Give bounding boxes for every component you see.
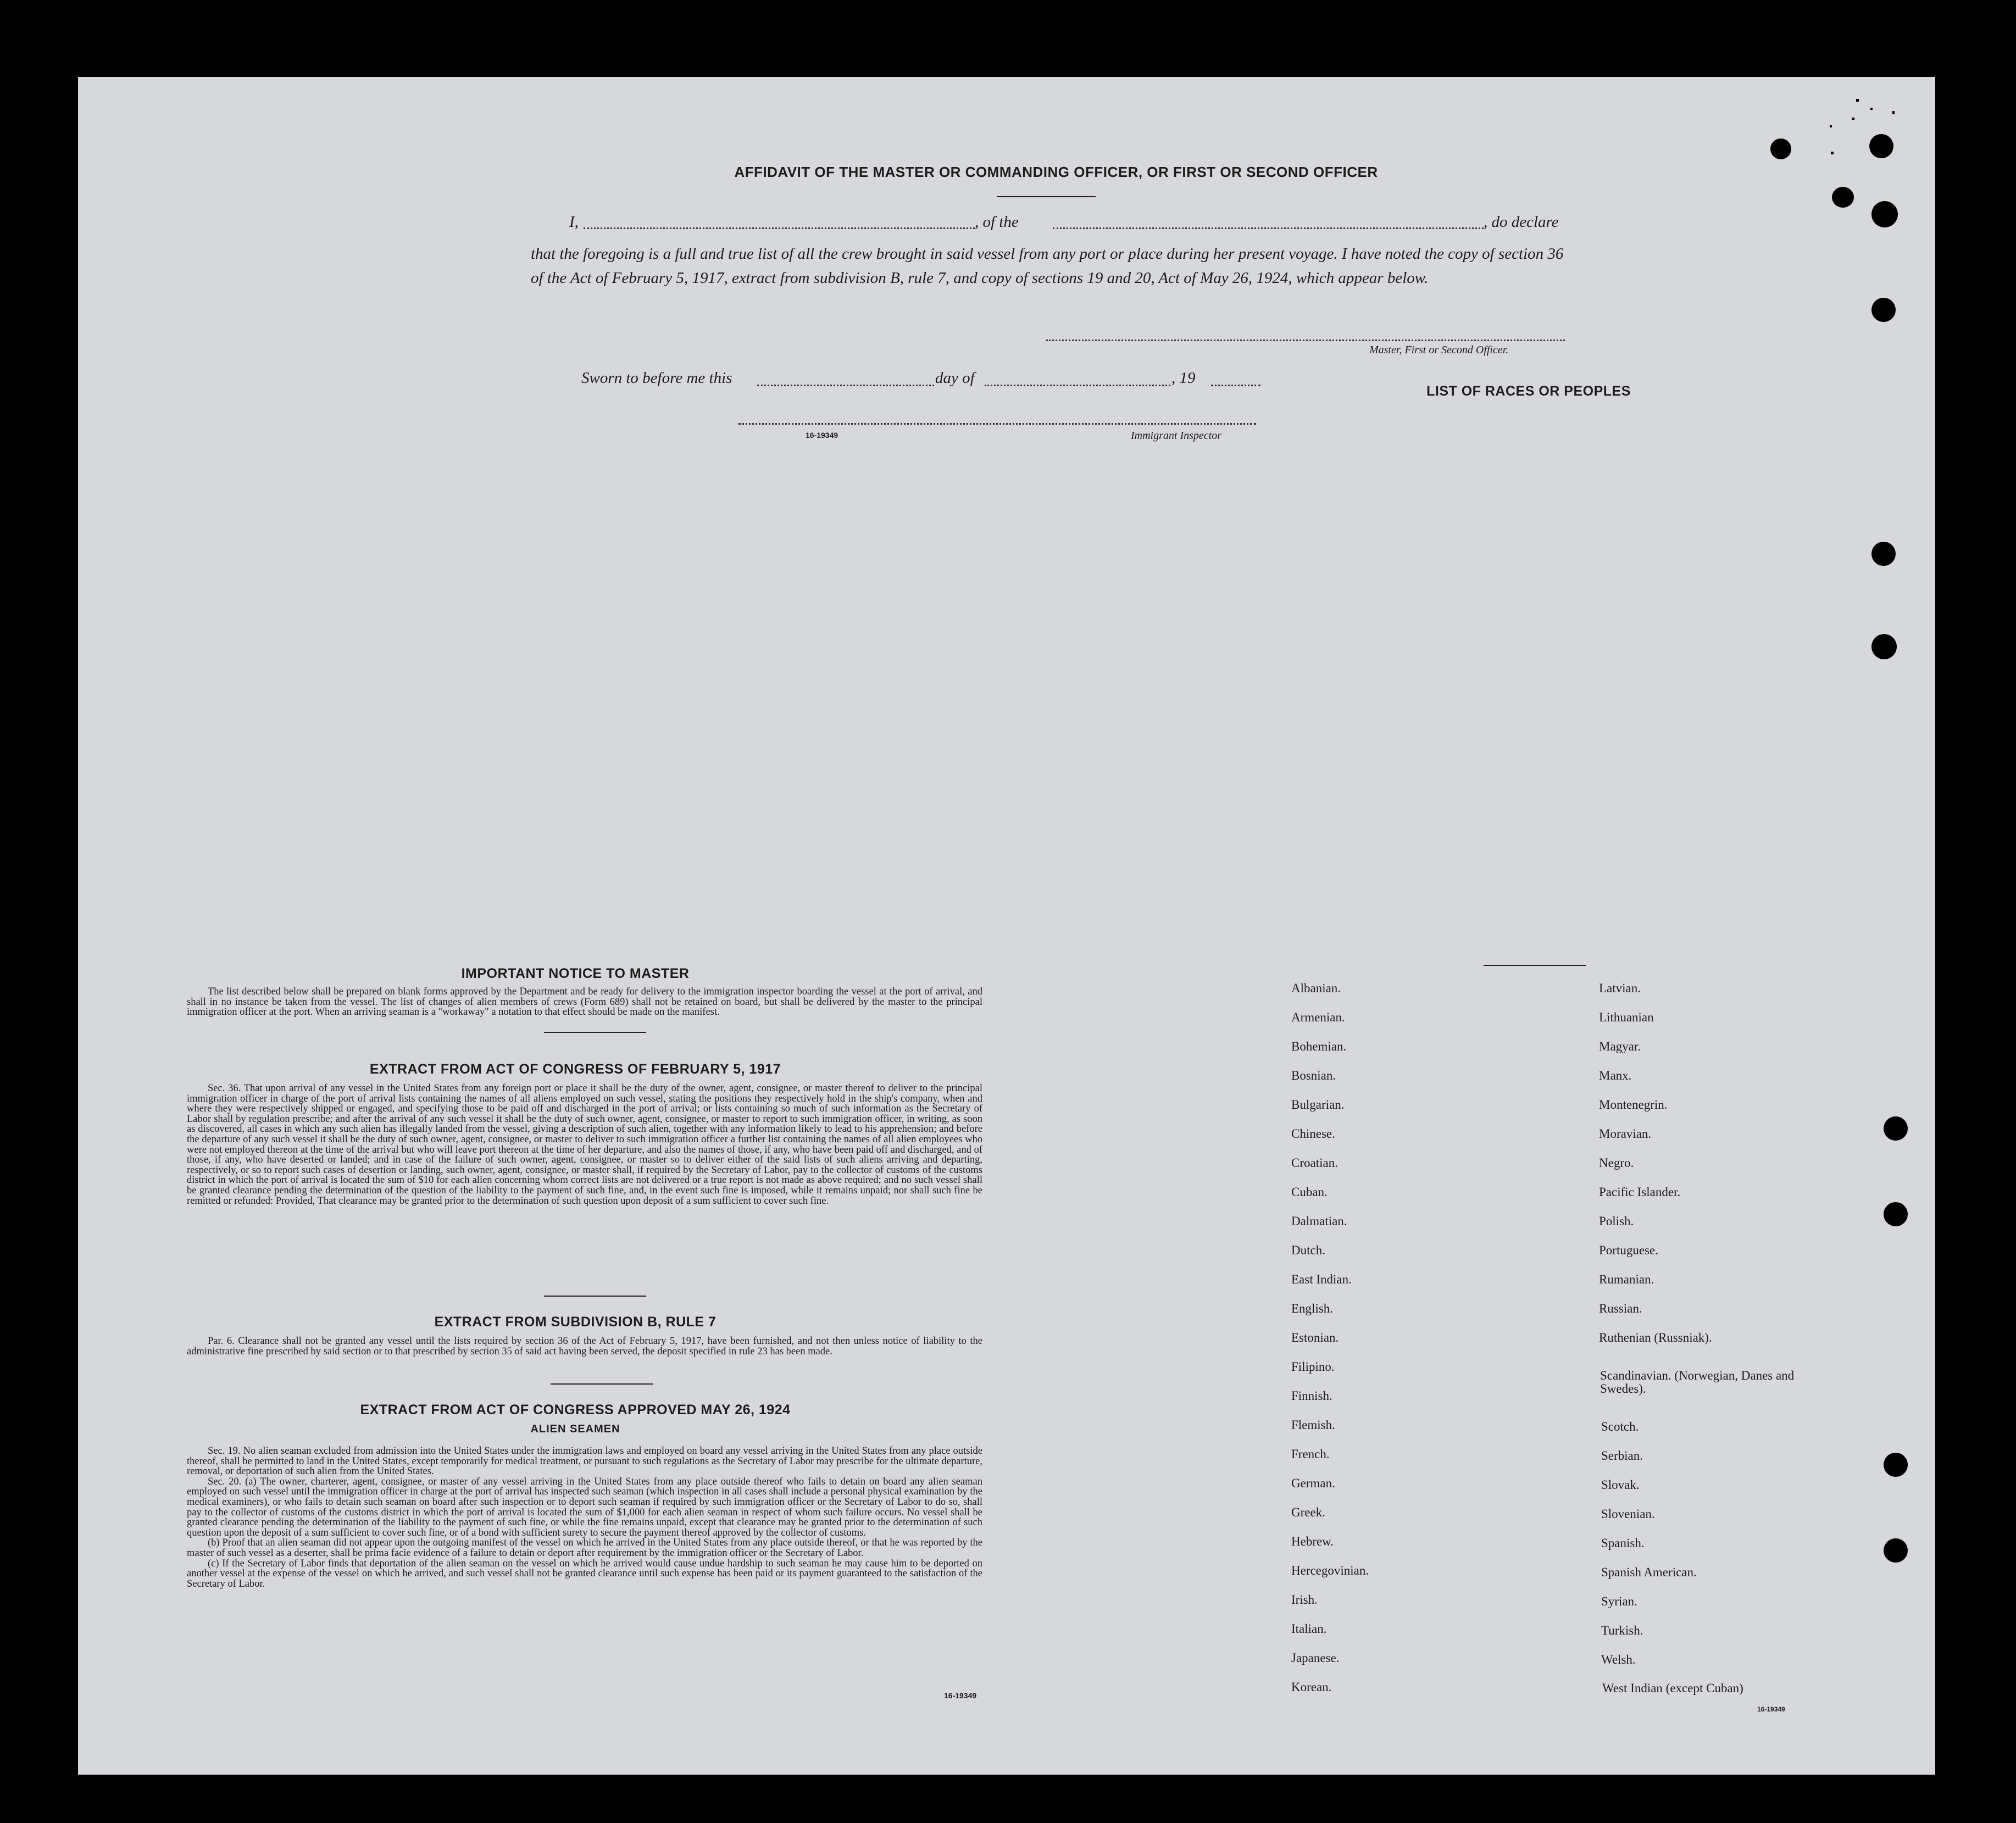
races-form-number: 16-19349 — [1757, 1705, 1785, 1713]
race-right: Montenegrin. — [1599, 1098, 1668, 1111]
race-left: Hebrew. — [1291, 1535, 1334, 1548]
name-blank — [584, 227, 975, 229]
race-left: Dutch. — [1291, 1243, 1325, 1257]
race-left: English. — [1291, 1302, 1334, 1315]
sworn-day-blank — [757, 385, 934, 386]
punch-hole — [1884, 1538, 1908, 1563]
master-signature-line — [1046, 340, 1565, 341]
sec-19-paragraph: Sec. 19. No alien seaman excluded from admission into the United States under the immigration laws and employed on board any vessel arriving in the United States from any place outside thereof, shall be permitted to land in the United States, except temporarily for medical treatment, or pursuant to such regulations as the Secretary of Labor may prescribe for the ultimate departure, removal, or deportation of such alien from the United States. — [187, 1446, 982, 1477]
race-right: Portuguese. — [1599, 1243, 1658, 1257]
act-1917-title: EXTRACT FROM ACT OF CONGRESS OF FEBRUARY 5, 1917 — [369, 1061, 781, 1077]
act-1924-text — [187, 1446, 982, 1589]
speck — [1831, 152, 1834, 154]
master-signature-caption: Master, First or Second Officer. — [1369, 344, 1509, 356]
race-right: Spanish. — [1601, 1536, 1645, 1550]
race-right: Welsh. — [1601, 1653, 1636, 1666]
race-left: Korean. — [1291, 1680, 1332, 1694]
sworn-year-blank — [1211, 385, 1260, 386]
race-left: East Indian. — [1291, 1272, 1352, 1286]
speck — [1852, 118, 1854, 120]
speck — [1870, 108, 1873, 110]
rule-7-text: Par. 6. Clearance shall not be granted any vessel until the lists required by section 36 of the Act of February 5, 1917, have been furnished, and not then unless notice of liability to the administrative fine prescribed by said section or to that prescribed by section 35 of said act having been served, the deposit specified in rule 23 has been made. — [187, 1336, 982, 1357]
races-title: LIST OF RACES OR PEOPLES — [1426, 384, 1631, 399]
race-right: Serbian. — [1601, 1449, 1643, 1463]
race-right: Scandinavian. (Norwegian, Danes and Swedes). — [1600, 1369, 1795, 1396]
race-right: Moravian. — [1599, 1127, 1652, 1141]
act-1917-text: Sec. 36. That upon arrival of any vessel in the United States from any foreign port or place it shall be the duty of the owner, agent, consignee, or master thereof to deliver to the principal immigration officer in charge of the port of arrival lists containing the names of all aliens employed on such vessel, stating the positions they respectively hold in the ship's company, when and where they were respectively shipped or engaged, and specifying those to be paid off and discharged in the port of arrival; or lists containing so much of such information as the Secretary of Labor shall by regulation prescribe; and after the arrival of any such vessel it shall be the duty of such owner, agent, consignee, or master to report to such immigration officer, in writing, as soon as discovered, all cases in which any such alien has illegally landed from the vessel, giving a description of such alien, together with any information likely to lead to his apprehension; and before the departure of any such vessel it shall be the duty of such owner, agent, consignee, or master to deliver to such immigration officer a further list containing the names of all alien employees who were not employed thereon at the time of the arrival but who will leave port thereon at the time of her departure, and also the names of those, if any, who have been paid off and discharged, and of those, if any, who have deserted or landed; and in case of the failure of such owner, agent, consignee, or master so to deliver either of the said lists of such aliens arriving and departing, respectively, or so to report such cases of desertion or landing, such owner, agent, consignee, or master shall, if required by the Secretary of Labor, pay to the collector of customs of the customs district in which the port of arrival is located the sum of $10 for each alien concerning whom correct lists are not delivered or a true report is not made as above required; and no such vessel shall be granted clearance pending the determination of the question of the liability to the payment of such fine, and, in the event such fine is imposed, while it remains unpaid; nor shall such fine be remitted or refunded: Provided, That clearance may be granted prior to the determination of such question upon deposit of a sum sufficient to cover such fine. — [187, 1083, 982, 1207]
race-right: Ruthenian (Russniak). — [1599, 1331, 1712, 1344]
race-left: Albanian. — [1291, 981, 1341, 995]
race-left: Bohemian. — [1291, 1040, 1347, 1053]
sec-20b-paragraph: (b) Proof that an alien seaman did not appear upon the outgoing manifest of the vessel on which he arrived in the United States from any place outside thereof, or that he was reported by the master of such vessel as a deserter, shall be prima facie evidence of a failure to detain or deport after requirement by the immigration officer or the Secretary of Labor. — [187, 1537, 982, 1559]
race-left: Bulgarian. — [1291, 1098, 1345, 1111]
affidavit-declare-label: , do declare — [1484, 213, 1559, 231]
race-right: Spanish American. — [1601, 1565, 1697, 1579]
race-right: Pacific Islander. — [1599, 1185, 1681, 1199]
race-left: German. — [1291, 1476, 1335, 1490]
notice-text: The list described below shall be prepared on blank forms approved by the Department and be ready for delivery to the immigration inspector boarding the vessel at the port of arrival, and shall in no instance be taken from the vessel. The list of changes of alien members of crews (Form 689) shall not be retained on board, but shall be delivered by the master to the principal immigration officer at the port. When an arriving seaman is a "workaway" a notation to that effect should be made on the manifest. — [187, 986, 982, 1018]
race-right: Magyar. — [1599, 1040, 1641, 1053]
race-right: Lithuanian — [1599, 1010, 1654, 1024]
notice-title: IMPORTANT NOTICE TO MASTER — [461, 966, 690, 981]
sworn-year-label: , 19 — [1171, 369, 1196, 387]
race-right: Rumanian. — [1599, 1272, 1654, 1286]
affidavit-form-number: 16-19349 — [806, 431, 838, 440]
race-left: Cuban. — [1291, 1185, 1328, 1199]
punch-hole — [1871, 201, 1898, 227]
inspector-signature-line — [738, 423, 1256, 425]
sworn-day-of: day of — [935, 369, 975, 387]
race-left: French. — [1291, 1447, 1330, 1461]
race-left: Bosnian. — [1291, 1069, 1336, 1082]
punch-hole — [1884, 1202, 1908, 1226]
sworn-prefix: Sworn to before me this — [581, 369, 732, 387]
speck — [1830, 125, 1832, 127]
section-rule — [544, 1032, 646, 1033]
inspector-caption: Immigrant Inspector — [1131, 430, 1221, 442]
title-rule — [997, 196, 1096, 197]
race-right: Slovak. — [1601, 1478, 1640, 1492]
race-right: Negro. — [1599, 1156, 1634, 1170]
affidavit-title: AFFIDAVIT OF THE MASTER OR COMMANDING OFFICER, OR FIRST OR SECOND OFFICER — [734, 164, 1378, 180]
punch-hole — [1871, 634, 1897, 659]
section-rule — [544, 1296, 646, 1297]
race-left: Hercegovinian. — [1291, 1564, 1369, 1577]
punch-hole — [1869, 134, 1893, 158]
vessel-blank — [1053, 227, 1484, 229]
speck — [1892, 111, 1895, 114]
speck — [1856, 99, 1859, 102]
punch-hole — [1884, 1453, 1908, 1477]
affidavit-of-the-label: , of the — [975, 213, 1019, 231]
sec-20a-paragraph: Sec. 20. (a) The owner, charterer, agent, consignee, or master of any vessel arriving in the United States from any place outside thereof who fails to detain on board any alien seaman employed on such vessel until the immigration officer in charge at the port of arrival has inspected such seaman (which inspection in all cases shall include a personal physical examination by the medical examiners), or who fails to detain such seaman on board after such inspection or to deport such seaman if required by such immigration officer or the Secretary of Labor to do so, shall pay to the collector of customs of the customs district in which the port of arrival is located the sum of $1,000 for each alien seaman in respect of whom such failure occurs. No vessel shall be granted clearance pending the determination of the liability to the payment of such fine, or while the fine remains unpaid, except that clearance may be granted prior to the determination of such question upon the deposit of a sum sufficient to cover such fine, or of a bond with sufficient surety to secure the payment thereof approved by the collector of customs. — [187, 1476, 982, 1538]
punch-hole — [1832, 187, 1854, 208]
race-right: Turkish. — [1601, 1624, 1643, 1637]
punch-hole — [1871, 542, 1896, 566]
races-title-rule — [1484, 965, 1586, 966]
race-left: Chinese. — [1291, 1127, 1335, 1141]
race-left: Estonian. — [1291, 1331, 1339, 1344]
section-rule — [551, 1383, 653, 1385]
punch-hole — [1884, 1116, 1908, 1141]
affidavit-i-label: I, — [569, 213, 579, 231]
race-left: Flemish. — [1291, 1418, 1335, 1432]
notice-form-number: 16-19349 — [944, 1691, 977, 1700]
rule-7-title: EXTRACT FROM SUBDIVISION B, RULE 7 — [434, 1314, 717, 1330]
race-left: Croatian. — [1291, 1156, 1338, 1170]
race-right: Polish. — [1599, 1214, 1634, 1228]
race-right: Manx. — [1599, 1069, 1632, 1082]
punch-hole — [1871, 298, 1896, 322]
race-left: Armenian. — [1291, 1010, 1345, 1024]
race-right: Slovenian. — [1601, 1507, 1655, 1521]
race-right: Latvian. — [1599, 981, 1641, 995]
race-left: Dalmatian. — [1291, 1214, 1347, 1228]
race-left: Japanese. — [1291, 1651, 1340, 1665]
act-1924-subtitle: ALIEN SEAMEN — [530, 1423, 620, 1435]
race-right: Scotch. — [1601, 1420, 1639, 1433]
act-1924-title: EXTRACT FROM ACT OF CONGRESS APPROVED MAY 26, 1924 — [360, 1402, 791, 1418]
sworn-month-blank — [985, 385, 1170, 386]
form-sheet — [78, 77, 1935, 1775]
race-left: Irish. — [1291, 1593, 1318, 1607]
affidavit-body: that the foregoing is a full and true list of all the crew brought in said vessel from any port or place during her present voyage. I have noted the copy of section 36 of the Act of February 5, 1917, extract from subdivision B, rule 7, and copy of sections 19 and 20, Act of May 26, 1924, which appear below. — [531, 245, 1564, 287]
punch-hole — [1770, 138, 1791, 159]
race-left: Italian. — [1291, 1622, 1327, 1636]
sec-20c-paragraph: (c) If the Secretary of Labor finds that deportation of the alien seaman on the vessel on which he arrived would cause undue hardship to such seaman he may cause him to be deported on another vessel at the expense of the vessel on which he arrived, and such vessel shall not be granted clearance until such expense has been paid or its payment guaranteed to the satisfaction of the Secretary of Labor. — [187, 1558, 982, 1589]
race-left: Finnish. — [1291, 1389, 1332, 1403]
race-right: Syrian. — [1601, 1594, 1637, 1608]
race-left: Greek. — [1291, 1505, 1325, 1519]
race-right: West Indian (except Cuban) — [1602, 1681, 1743, 1695]
race-left: Filipino. — [1291, 1360, 1335, 1374]
race-right: Russian. — [1599, 1302, 1642, 1315]
